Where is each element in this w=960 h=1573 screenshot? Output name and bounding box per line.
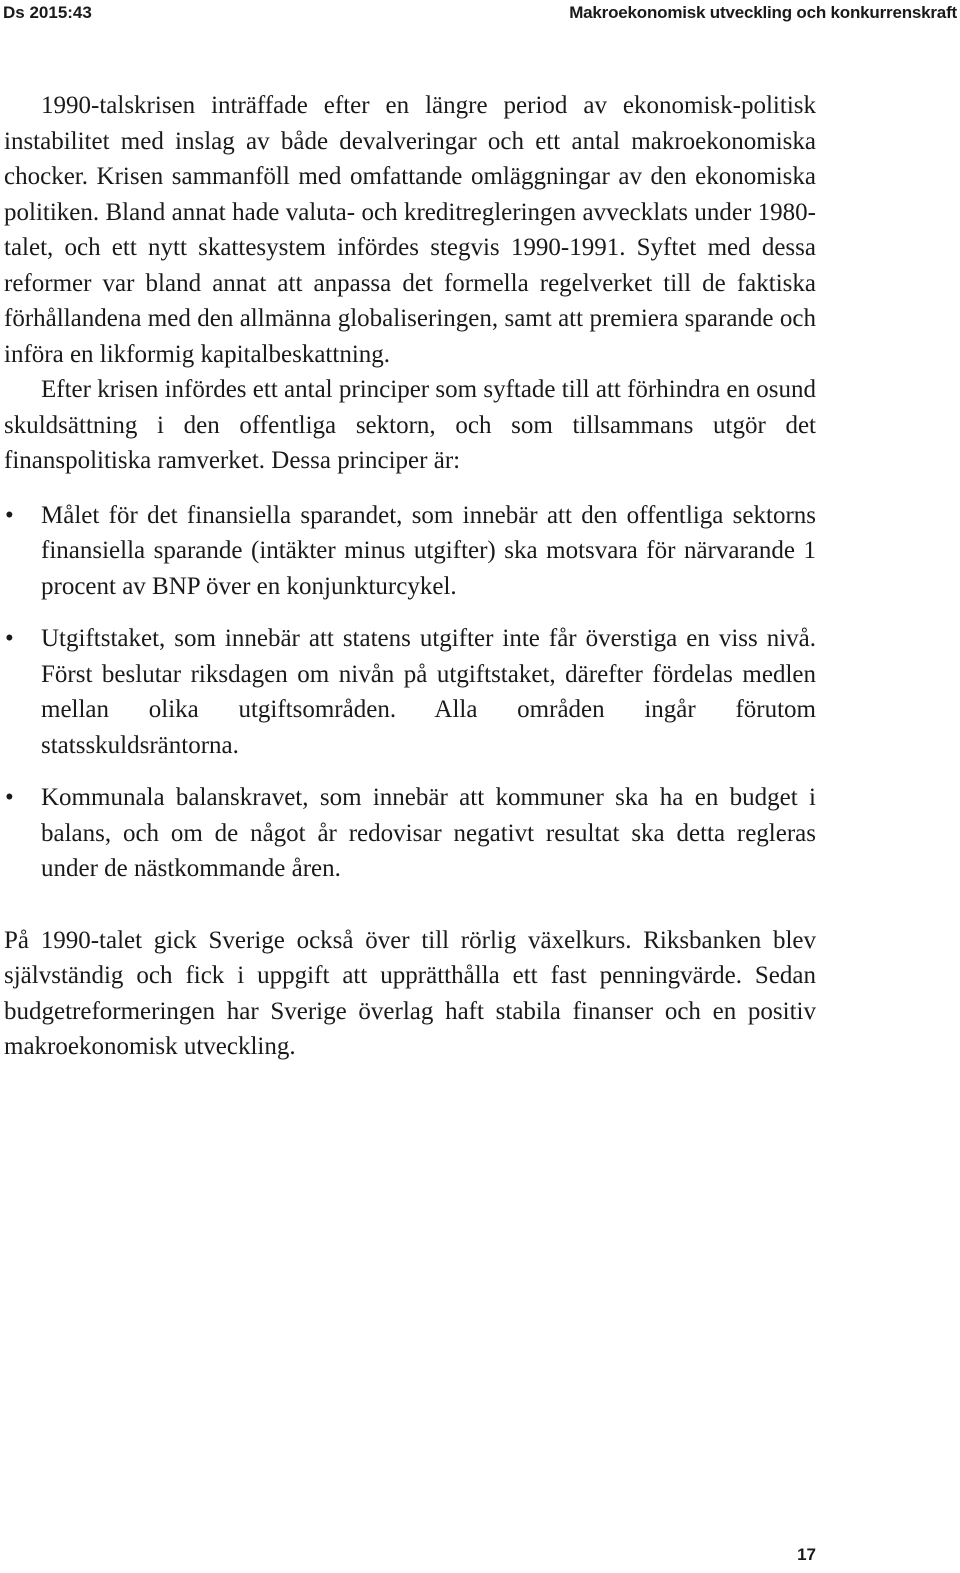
paragraph-intro: 1990-talskrisen inträffade efter en längre period av ekonomisk-politisk instabilitet med inslag av både devalveringar och ett antal makroekonomiska chocker. Krisen sammanföll med omfattande omläggningar av den ekonomiska politiken. Bland annat hade valuta- och kreditregleringen avvecklats under 1980-talet, och ett nytt skattesystem infördes stegvis 1990-1991. Syftet med dessa reformer var bland annat att anpassa det formella regelverket till de faktiska förhållandena med den allmänna globaliseringen, samt att premiera sparande och införa en likformig kapitalbeskattning.: [4, 92, 816, 368]
page-header: [0, 0, 960, 28]
paragraph-conclusion: På 1990-talet gick Sverige också över till rörlig växelkurs. Riksbanken blev självständig och fick i uppgift att upprätthålla ett fast penningvärde. Sedan budgetreformeringen har Sverige överlag haft stabila finanser och en positiv makroekonomisk utveckling.: [4, 926, 816, 1060]
paragraph-principles-intro: Efter krisen infördes ett antal principer som syftade till att förhindra en osund skuldsättning i den offentliga sektorn, och som tillsammans utgör det finanspolitiska ramverket. Dessa principer är:: [4, 376, 816, 474]
page-number: 17: [797, 1545, 816, 1564]
section-title: Makroekonomisk utveckling och konkurrenskraft: [569, 3, 957, 22]
list-item-text: Utgiftstaket, som innebär att statens utgifter inte får överstiga en viss nivå. Först beslutar riksdagen om nivån på utgiftstaket, därefter fördelas medlen mellan olika utgiftsområden. Alla områden ingår förutom statsskuldsräntorna.: [41, 625, 816, 759]
list-item: [4, 780, 816, 887]
list-item: [4, 621, 816, 763]
bullet-icon: •: [5, 501, 14, 529]
bullet-icon: •: [5, 625, 14, 652]
body-text: [4, 88, 816, 1065]
document-id: Ds 2015:43: [3, 3, 92, 22]
principles-list: [4, 498, 816, 887]
list-item-text: Målet för det finansiella sparandet, som innebär att den offentliga sektorns finansiella sparande (intäkter minus utgifter) ska motsvara för närvarande 1 procent av BNP över en konjunkturcykel.: [41, 501, 816, 600]
list-item-text: Kommunala balanskravet, som innebär att kommuner ska ha en budget i balans, och om de något år redovisar negativt resultat ska detta regleras under de nästkommande åren.: [41, 784, 816, 882]
list-item: [4, 498, 816, 605]
bullet-icon: •: [5, 784, 14, 811]
